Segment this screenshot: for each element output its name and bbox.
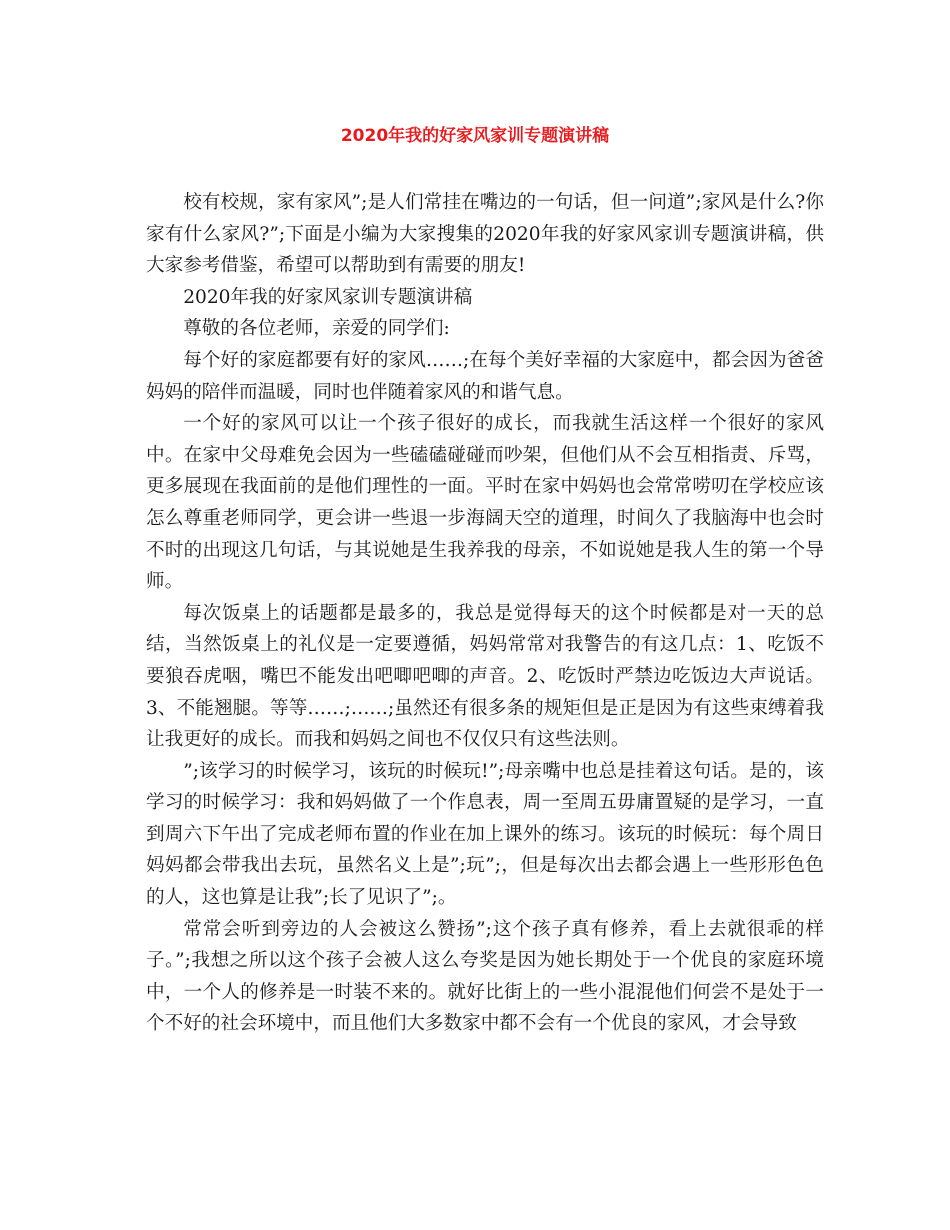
- paragraph: 每次饭桌上的话题都是最多的，我总是觉得每天的这个时候都是对一天的总结，当然饭桌上的礼仪是一定要遵循，妈妈常常对我警告的有这几点：1、吃饭不要狼吞虎咽，嘴巴不能发出吧唧吧唧的声音。2、吃饭时严禁边吃饭边大声说话。3、不能翘腿。等等……;……;虽然还有很多条的规矩但是正是因为有这些束缚着我让我更好的成长。而我和妈妈之间也不仅仅只有这些法则。: [146, 602, 824, 751]
- paragraph: 常常会听到旁边的人会被这么赞扬”;这个孩子真有修养，看上去就很乖的样子。”;我想之所以这个孩子会被人这么夸奖是因为她长期处于一个优良的家庭环境中，一个人的修养是一时装不来的。就好比街上的一些小混混他们何尝不是处于一个不好的社会环境中，而且他们大多数家中都不会有一个优良的家风，才会导致: [146, 918, 824, 1035]
- paragraph: 一个好的家风可以让一个孩子很好的成长，而我就生活这样一个很好的家风中。在家中父母难免会因为一些磕磕碰碰而吵架，但他们从不会互相指责、斥骂，更多展现在我面前的是他们理性的一面。平时在家中妈妈也会常常唠叨在学校应该怎么尊重老师同学，更会讲一些退一步海阔天空的道理，时间久了我脑海中也会时不时的出现这几句话，与其说她是生我养我的母亲，不如说她是我人生的第一个导师。: [146, 413, 824, 593]
- paragraph-intro: 校有校规，家有家风”;是人们常挂在嘴边的一句话，但一问道”;家风是什么?你家有什么家风?”;下面是小编为大家搜集的2020年我的好家风家训专题演讲稿，供大家参考借鉴，希望可以帮助到有需要的朋友!: [146, 192, 824, 277]
- paragraph: 每个好的家庭都要有好的家风……;在每个美好幸福的大家庭中，都会因为爸爸妈妈的陪伴而温暖，同时也伴随着家风的和谐气息。: [146, 349, 824, 403]
- paragraph: ”;该学习的时候学习，该玩的时候玩!”;母亲嘴中也总是挂着这句话。是的，该学习的时候学习：我和妈妈做了一个作息表，周一至周五毋庸置疑的是学习，一直到周六下午出了完成老师布置的作业在加上课外的练习。该玩的时候玩：每个周日妈妈都会带我出去玩，虽然名义上是”;玩”;，但是每次出去都会遇上一些形形色色的人，这也算是让我”;长了见识了”;。: [146, 760, 824, 909]
- document-body: [146, 187, 824, 1040]
- document-title: 2020年我的好家风家训专题演讲稿: [340, 126, 610, 146]
- paragraph-salutation: 尊敬的各位老师，亲爱的同学们:: [183, 318, 450, 340]
- paragraph-subtitle: 2020年我的好家风家训专题演讲稿: [183, 286, 473, 308]
